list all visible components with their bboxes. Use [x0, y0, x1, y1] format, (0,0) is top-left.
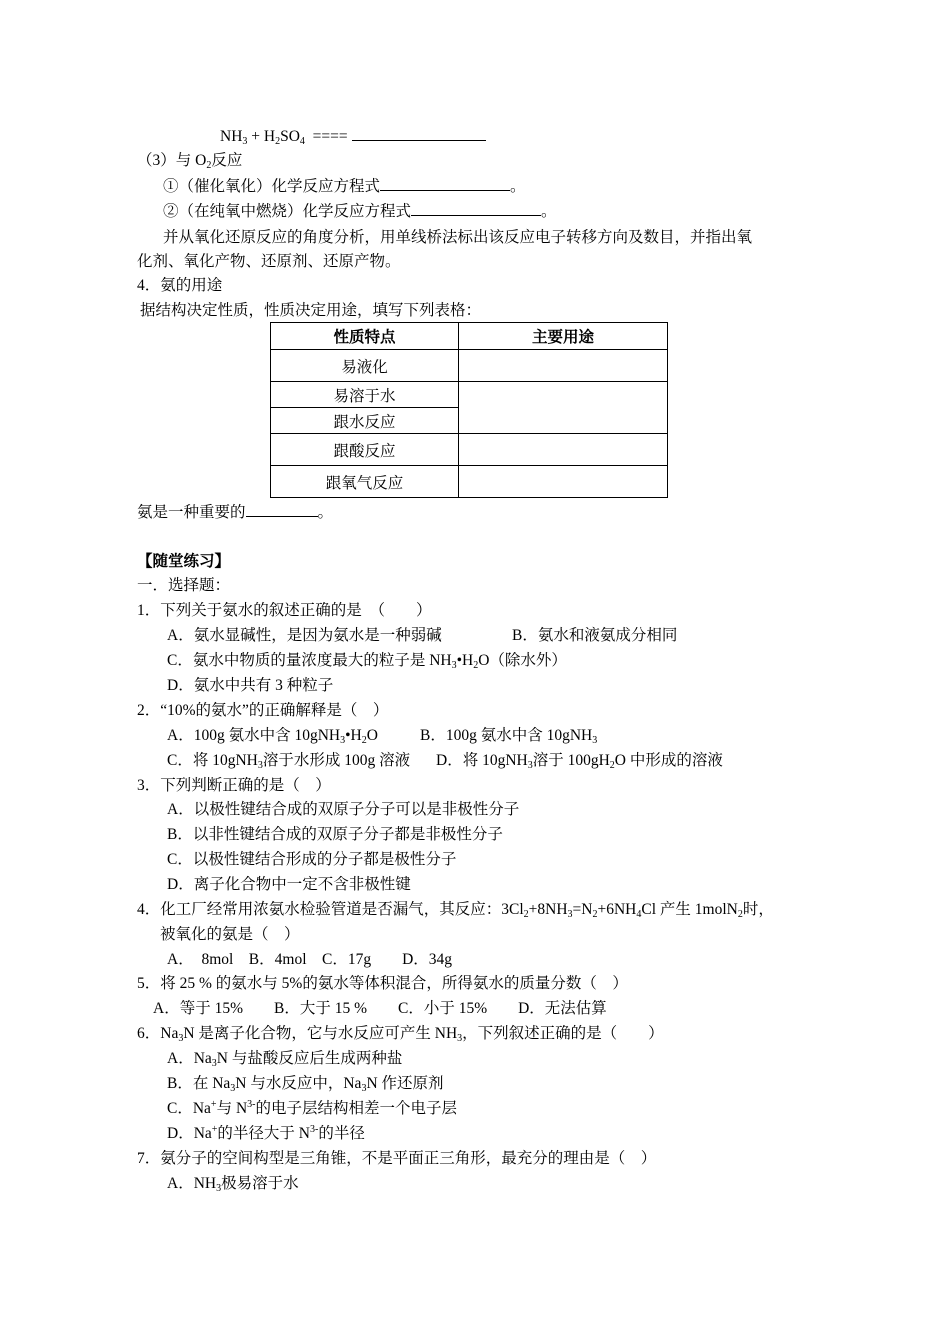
uses-intro: 据结构决定性质，性质决定用途，填写下列表格： — [140, 302, 482, 319]
table-header-property: 性质特点 — [271, 323, 459, 350]
question-6-option-b[interactable]: B．在 $Na_3N$ 与水反应中，$Na_3N$ 作还原剂 — [167, 1075, 444, 1094]
table-cell-property: 跟水反应 — [271, 408, 459, 434]
question-1-option-b[interactable]: B．氨水和液氨成分相同 — [512, 627, 678, 644]
question-1-option-a[interactable]: A．氨水显碱性，是因为氨水是一种弱碱 — [167, 627, 442, 644]
question-7-stem: 7．氨分子的空间构型是三角锥，不是平面正三角形，最充分的理由是（ ） — [137, 1150, 657, 1167]
equation-nh3-h2so4: $NH_3 + H_2SO_4$ ==== — [220, 126, 486, 147]
question-2-option-a[interactable]: A．100g 氨水中含 $10gNH_3•H_2O$ — [167, 727, 378, 746]
ammonia-importance: 氨是一种重要的 。 — [137, 504, 334, 521]
question-3-option-a[interactable]: A．以极性键结合成的双原子分子可以是非极性分子 — [167, 801, 520, 818]
question-4-stem-line2: 被氧化的氨是（ ） — [160, 926, 300, 943]
o2-item-catalytic: ①（催化氧化）化学反应方程式 。 — [163, 178, 526, 195]
table-cell-use[interactable] — [459, 382, 668, 434]
table-cell-property: 跟氧气反应 — [271, 466, 459, 498]
uses-heading: 4．氨的用途 — [137, 277, 223, 294]
table-cell-property: 易液化 — [271, 350, 459, 382]
question-4-options[interactable]: A． 8mol B．4mol C．17g D．34g — [167, 951, 453, 968]
answer-blank[interactable] — [411, 201, 541, 216]
o2-reaction-heading: （3）与 $O_2$反应 — [137, 152, 243, 171]
table-cell-property: 易溶于水 — [271, 382, 459, 408]
table-cell-use[interactable] — [459, 434, 668, 466]
section-multiple-choice: 一．选择题： — [137, 577, 231, 594]
table-cell-property: 跟酸反应 — [271, 434, 459, 466]
question-6-option-a[interactable]: A．$Na_3N$ 与盐酸反应后生成两种盐 — [167, 1050, 403, 1069]
question-7-option-a[interactable]: A．$NH_3$极易溶于水 — [167, 1175, 299, 1194]
question-1-option-d[interactable]: D．氨水中共有 3 种粒子 — [167, 677, 334, 694]
question-5-options[interactable]: A．等于 15% B．大于 15 % C．小于 15% D．无法估算 — [153, 1000, 607, 1017]
question-3-stem: 3．下列判断正确的是（ ） — [137, 777, 331, 794]
question-1-stem: 1．下列关于氨水的叙述正确的是 （ ） — [137, 602, 432, 619]
property-use-table — [270, 322, 668, 498]
question-3-option-d[interactable]: D．离子化合物中一定不含非极性键 — [167, 876, 411, 893]
question-2-stem: 2．“10%的氨水”的正确解释是（ ） — [137, 702, 389, 719]
question-3-option-c[interactable]: C．以极性键结合形成的分子都是极性分子 — [167, 851, 457, 868]
question-5-stem: 5．将 25 % 的氨水与 5%的氨水等体积混合，所得氨水的质量分数（ ） — [137, 975, 628, 992]
table-cell-use[interactable] — [459, 466, 668, 498]
answer-blank[interactable] — [380, 176, 510, 191]
question-1-option-c[interactable]: C．氨水中物质的量浓度最大的粒子是 $NH_3•H_2O$（除水外） — [167, 652, 567, 671]
question-2-option-c[interactable]: C．将 10gNH$_3$溶于水形成 100g 溶液 — [167, 752, 411, 771]
question-2-option-d[interactable]: D．将 10gNH$_3$溶于 $100gH_2O$ 中形成的溶液 — [436, 752, 723, 771]
redox-instruction-line1: 并从氧化还原反应的角度分析，用单线桥法标出该反应电子转移方向及数目，并指出氧 — [163, 229, 753, 246]
o2-item-combustion: ②（在纯氧中燃烧）化学反应方程式 。 — [163, 203, 557, 220]
question-3-option-b[interactable]: B．以非性键结合成的双原子分子都是非极性分子 — [167, 826, 503, 843]
table-cell-use[interactable] — [459, 350, 668, 382]
question-4-stem: 4．化工厂经常用浓氨水检验管道是否漏气，其反应：$3Cl_2+8NH_3=N_2+6NH_4Cl$ 产生 1molN$_2$时， — [137, 901, 774, 920]
question-6-option-d[interactable]: D．Na+的半径大于 $N^{3-}$的半径 — [167, 1124, 365, 1142]
redox-instruction-line2: 化剂、氧化产物、还原剂、还原产物。 — [137, 253, 401, 270]
answer-blank[interactable] — [352, 126, 486, 141]
question-6-stem: 6．$Na_3N$ 是离子化合物，它与水反应可产生 $NH_3$，下列叙述正确的是（ ） — [137, 1025, 664, 1044]
question-6-option-c[interactable]: C．Na+与 $N^{3-}$的电子层结构相差一个电子层 — [167, 1099, 457, 1117]
question-2-option-b[interactable]: B．100g 氨水中含 10gNH$_3$ — [420, 727, 598, 746]
table-header-use: 主要用途 — [459, 323, 668, 350]
practice-title: 【随堂练习】 — [137, 553, 231, 570]
answer-blank[interactable] — [246, 502, 318, 517]
